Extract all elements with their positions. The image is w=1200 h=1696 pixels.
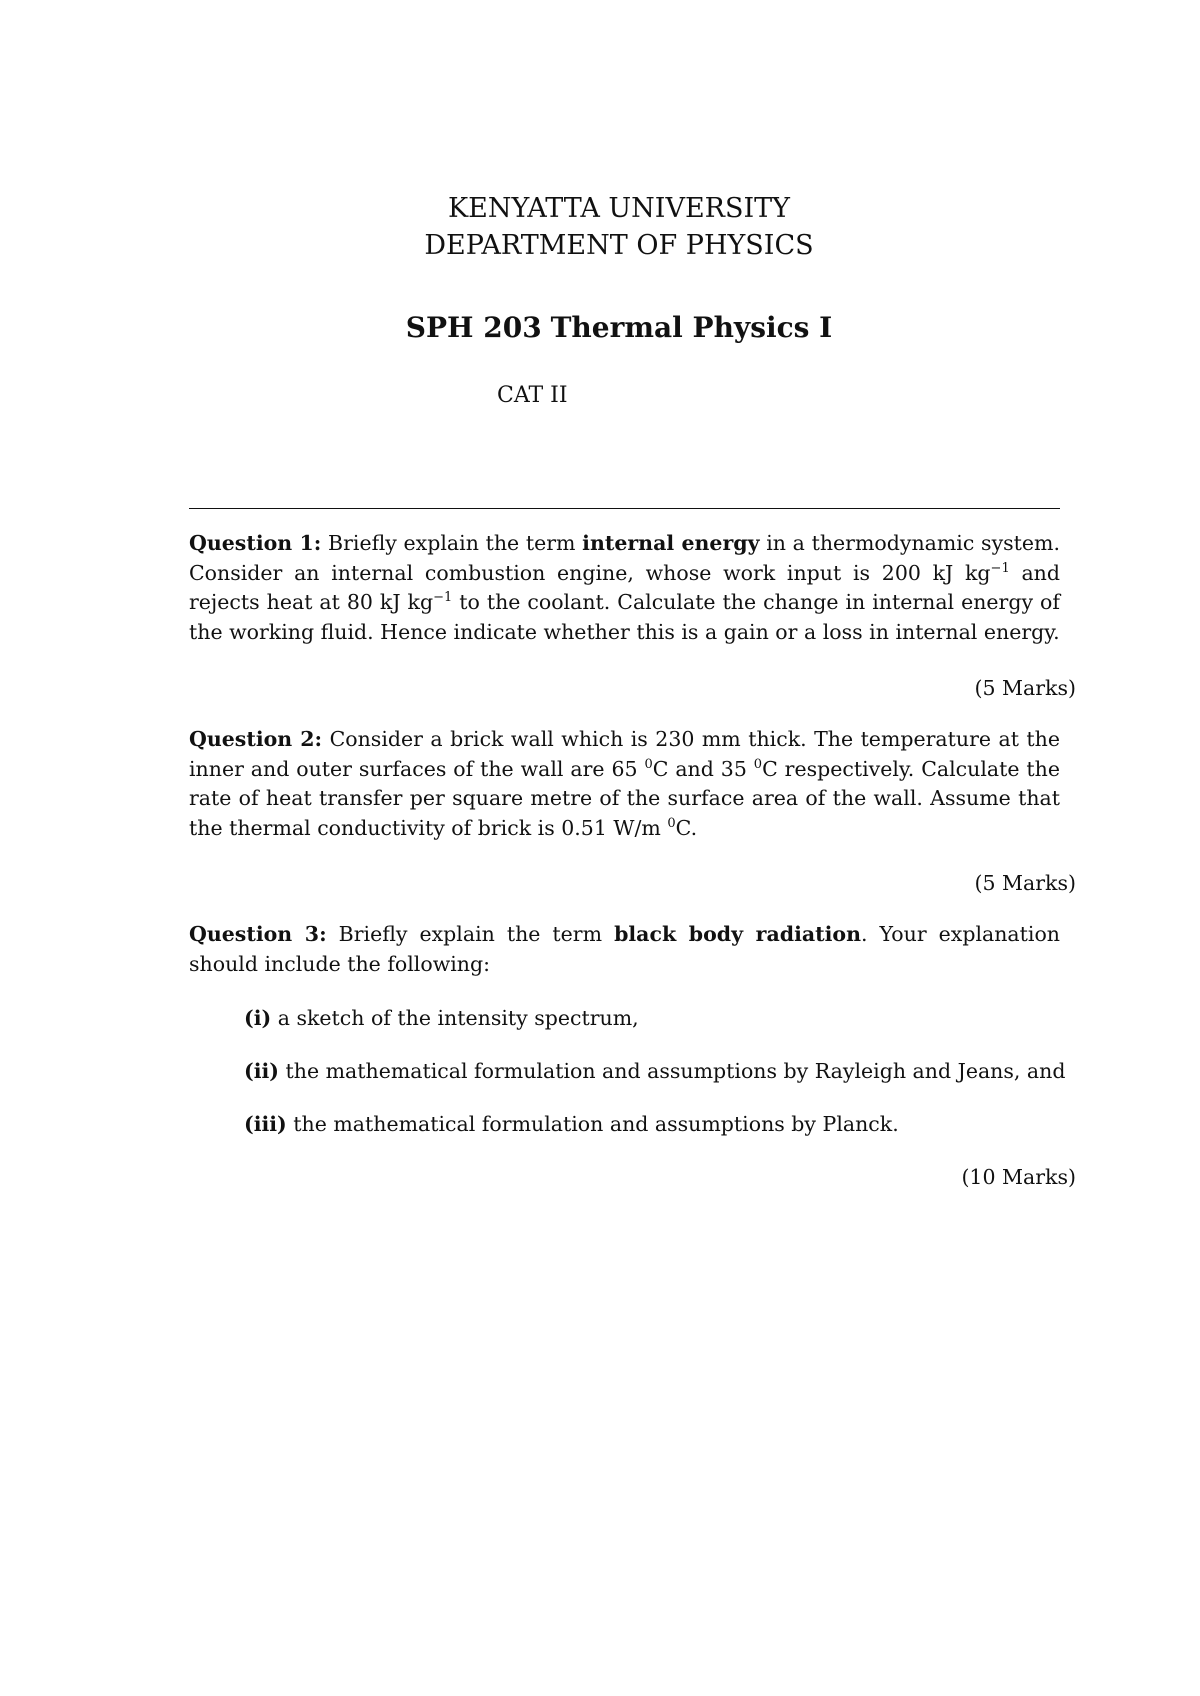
divider-rule [189, 508, 1060, 509]
university-name: KENYATTA UNIVERSITY [448, 193, 790, 224]
item-text: the mathematical formulation and assumptions by Planck. [286, 1112, 899, 1136]
superscript: 0 [667, 815, 676, 831]
question-3-item-ii [244, 1059, 1065, 1083]
item-number: (iii) [244, 1112, 287, 1136]
question-2-text: C. [675, 815, 698, 840]
question-3-text: . Your explanation should include the following: [189, 922, 1060, 976]
question-1-label: Question 1: [189, 531, 322, 555]
course-heading [0, 310, 1200, 346]
question-3-text: Briefly explain the term [326, 922, 615, 946]
question-2-marks: (5 Marks) [974, 871, 1076, 895]
question-1 [189, 529, 1060, 647]
superscript: −1 [990, 560, 1010, 576]
question-3-marks: (10 Marks) [961, 1165, 1076, 1189]
superscript: 0 [753, 756, 763, 772]
question-3-label: Question 3: [189, 922, 327, 946]
superscript: 0 [644, 756, 653, 772]
question-1-term: internal energy [582, 531, 760, 555]
superscript: −1 [433, 590, 453, 606]
question-1-text: Briefly explain the term [321, 531, 583, 555]
item-text: a sketch of the intensity spectrum, [271, 1006, 639, 1030]
question-1-text: in a thermodynamic system. Consider an internal combustion engine, whose work input is 200 kJ kg [189, 531, 1060, 585]
question-3-item-i [244, 1006, 639, 1030]
question-1-marks: (5 Marks) [974, 676, 1076, 700]
question-3 [189, 920, 1060, 979]
department-name: DEPARTMENT OF PHYSICS [424, 230, 814, 261]
item-number: (i) [244, 1006, 272, 1030]
course-code: SPH 203 [405, 311, 542, 344]
question-3-item-iii [244, 1112, 899, 1136]
question-3-term: black body radiation [614, 922, 861, 946]
question-2 [189, 725, 1060, 843]
question-2-text: C respectively. Calculate the rate of heat transfer per square metre of the surface area of the wall. Assume that the thermal conductivity of brick is 0.51 W/m [189, 756, 1060, 840]
item-number: (ii) [244, 1059, 279, 1083]
course-title: Thermal Physics I [550, 311, 833, 344]
question-2-label: Question 2: [189, 727, 323, 751]
question-1-text: to the coolant. Calculate the change in internal energy of the working fluid. Hence indicate whether this is a gain or a loss in internal energy. [189, 590, 1060, 644]
question-2-text: Consider a brick wall which is 230 mm thick. The temperature at the inner and outer surfaces of the wall are 65 [189, 727, 1060, 781]
question-2-text: C and 35 [652, 756, 754, 781]
item-text: the mathematical formulation and assumptions by Rayleigh and Jeans, and [278, 1059, 1066, 1083]
question-1-text: and rejects heat at 80 kJ kg [189, 560, 1060, 614]
cat-label: CAT II [497, 383, 568, 408]
